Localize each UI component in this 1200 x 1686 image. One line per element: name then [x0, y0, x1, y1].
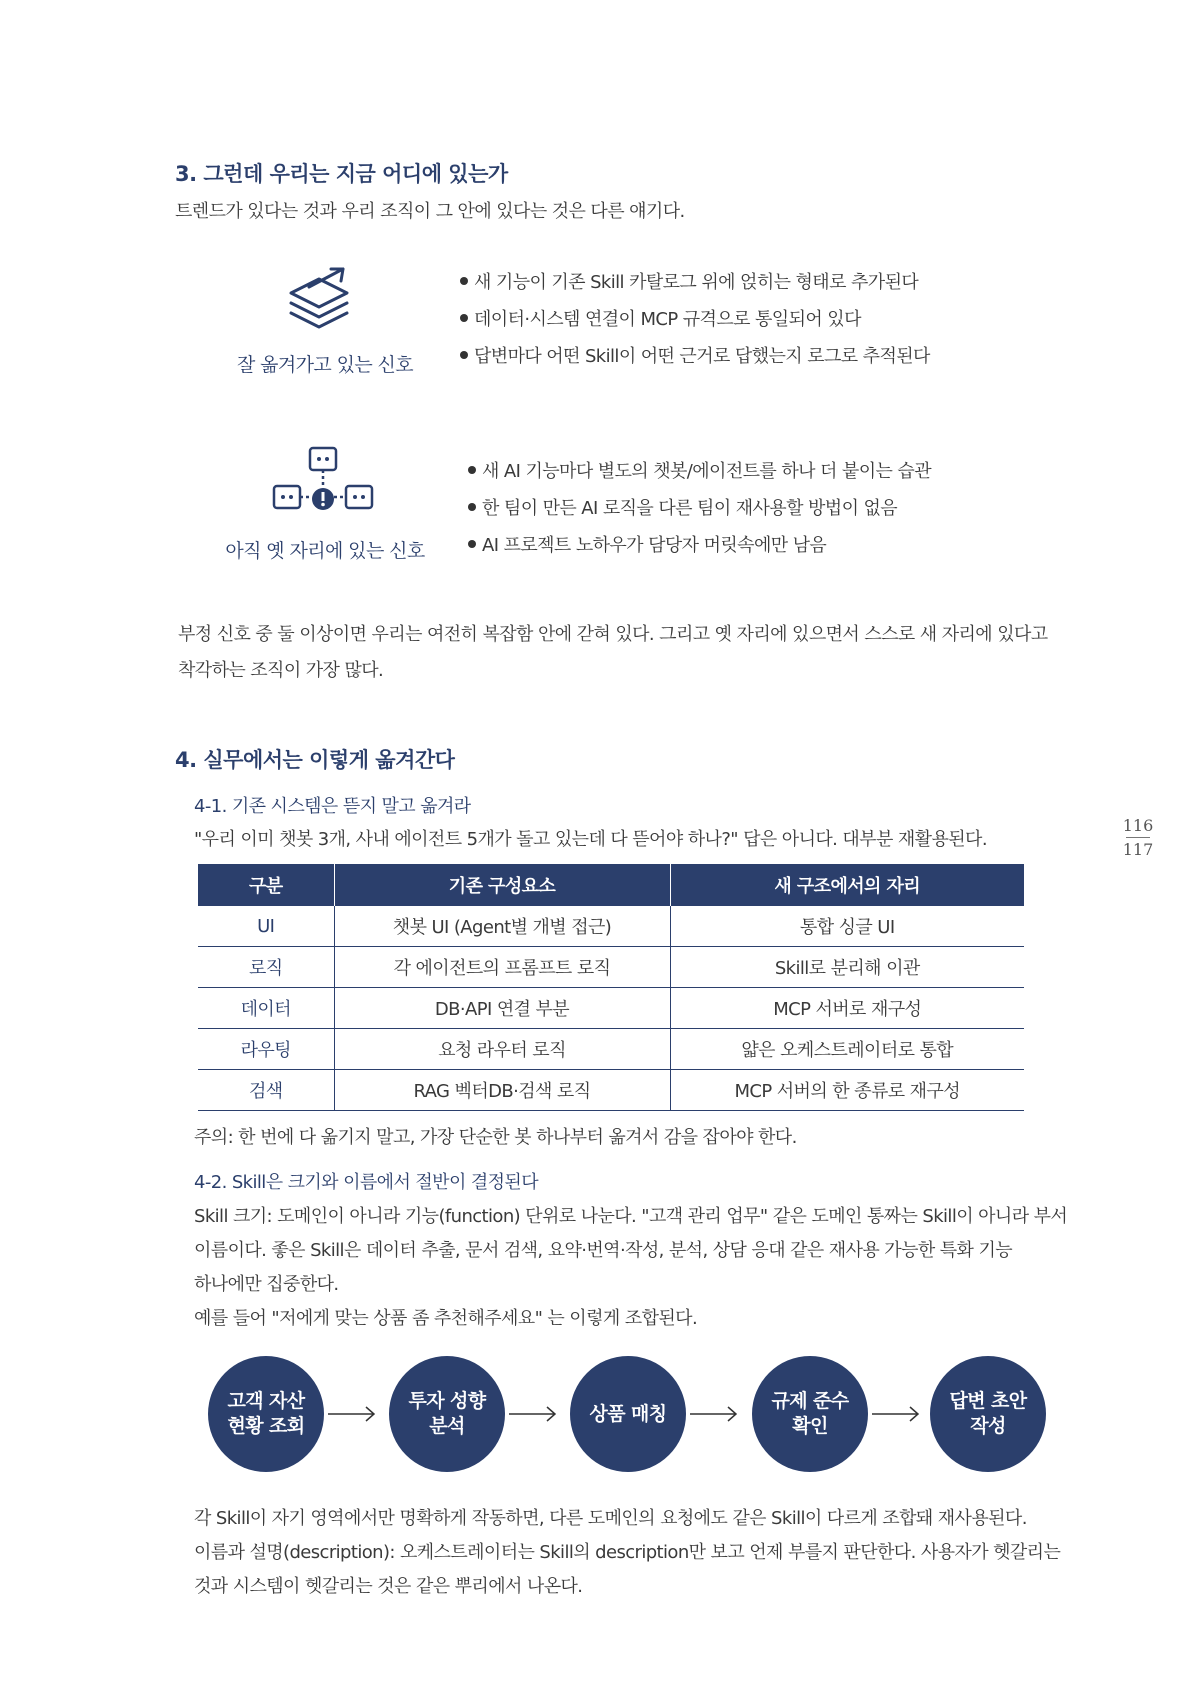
- bullet-icon: [460, 351, 468, 359]
- subsection-4-1-title: 4-1. 기존 시스템은 뜯지 말고 옮겨라: [194, 796, 471, 817]
- table-header-cell: 구분: [198, 864, 334, 906]
- arrow-right-icon: [326, 1404, 378, 1424]
- flow-step: 상품 매칭: [570, 1356, 686, 1472]
- bullet-icon: [468, 466, 476, 474]
- flow-step: 고객 자산 현황 조회: [208, 1356, 324, 1472]
- table-cell: RAG 벡터DB·검색 로직: [334, 1070, 670, 1111]
- subsection-4-2-para-2: 예를 들어 "저에게 맞는 상품 좀 추천해주세요" 는 이렇게 조합된다.: [194, 1308, 698, 1329]
- table-cell: MCP 서버로 재구성: [670, 988, 1024, 1029]
- table-header-row: [198, 864, 1024, 906]
- table-row: [198, 906, 1024, 947]
- arrow-right-icon: [507, 1404, 559, 1424]
- page-number-left: 116: [1122, 816, 1154, 835]
- table-header-cell: 기존 구성요소: [334, 864, 670, 906]
- table-header-cell: 새 구조에서의 자리: [670, 864, 1024, 906]
- section-3-intro: 트렌드가 있다는 것과 우리 조직이 그 안에 있다는 것은 다른 얘기다.: [175, 201, 685, 222]
- list-item: 새 AI 기능마다 별도의 챗봇/에이전트를 하나 더 붙이는 습관: [468, 453, 931, 490]
- table-cell: 라우팅: [198, 1029, 334, 1070]
- section-3-heading: 3. 그런데 우리는 지금 어디에 있는가: [175, 162, 508, 186]
- list-item: 한 팀이 만든 AI 로직을 다른 팀이 재사용할 방법이 없음: [468, 490, 931, 527]
- subsection-4-2-para-3: 각 Skill이 자기 영역에서만 명확하게 작동하면, 다른 도메인의 요청에도 같은 Skill이 다르게 조합돼 재사용된다.: [194, 1508, 1027, 1529]
- list-item: 답변마다 어떤 Skill이 어떤 근거로 답했는지 로그로 추적된다: [460, 338, 930, 375]
- list-item: AI 프로젝트 노하우가 담당자 머릿속에만 남음: [468, 527, 931, 564]
- table-cell: 챗봇 UI (Agent별 개별 접근): [334, 906, 670, 947]
- table-cell: 로직: [198, 947, 334, 988]
- page-numbers: [1118, 816, 1158, 859]
- subsection-4-2-para-1-line-3: 하나에만 집중한다.: [194, 1274, 339, 1295]
- subsection-4-2-para-1-line-1: Skill 크기: 도메인이 아니라 기능(function) 단위로 나눈다. "고객 관리 업무" 같은 도메인 통짜는 Skill이 아니라 부서: [194, 1206, 1068, 1227]
- bullet-icon: [460, 277, 468, 285]
- table-row: [198, 988, 1024, 1029]
- flow-step: 답변 초안 작성: [930, 1356, 1046, 1472]
- table-cell: 검색: [198, 1070, 334, 1111]
- arrow-right-icon: [870, 1404, 922, 1424]
- table-row: [198, 1070, 1024, 1111]
- bad-signal-label: 아직 옛 자리에 있는 신호: [225, 540, 425, 562]
- list-item: 데이터·시스템 연결이 MCP 규격으로 통일되어 있다: [460, 301, 930, 338]
- good-signal-list: [460, 264, 930, 375]
- subsection-4-2-title: 4-2. Skill은 크기와 이름에서 절반이 결정된다: [194, 1172, 539, 1193]
- table-cell: 데이터: [198, 988, 334, 1029]
- subsection-4-2-para-4-line-2: 것과 시스템이 헷갈리는 것은 같은 뿌리에서 나온다.: [194, 1576, 583, 1597]
- subsection-4-2-para-4-line-1: 이름과 설명(description): 오케스트레이터는 Skill의 description만 보고 언제 부를지 판단한다. 사용자가 헷갈리는: [194, 1542, 1061, 1563]
- bullet-icon: [468, 503, 476, 511]
- bullet-icon: [460, 314, 468, 322]
- section-3-conclusion-line-2: 착각하는 조직이 가장 많다.: [178, 660, 384, 681]
- subsection-4-1-intro: "우리 이미 챗봇 3개, 사내 에이전트 5개가 돌고 있는데 다 뜯어야 하나?" 답은 아니다. 대부분 재활용된다.: [194, 829, 987, 850]
- disconnected-bots-icon: [270, 446, 378, 514]
- table-cell: 각 에이전트의 프롬프트 로직: [334, 947, 670, 988]
- bad-signal-list: [468, 453, 931, 564]
- table-cell: DB·API 연결 부분: [334, 988, 670, 1029]
- page-number-divider: [1126, 837, 1150, 838]
- table-cell: 통합 싱글 UI: [670, 906, 1024, 947]
- arrow-right-icon: [688, 1404, 740, 1424]
- flow-step: 투자 성향 분석: [389, 1356, 505, 1472]
- list-item: 새 기능이 기존 Skill 카탈로그 위에 얹히는 형태로 추가된다: [460, 264, 930, 301]
- layers-arrow-icon: [285, 265, 365, 337]
- page-number-right: 117: [1122, 840, 1154, 859]
- table-cell: 요청 라우터 로직: [334, 1029, 670, 1070]
- table-cell: Skill로 분리해 이관: [670, 947, 1024, 988]
- table-cell: UI: [198, 906, 334, 947]
- subsection-4-1-note: 주의: 한 번에 다 옮기지 말고, 가장 단순한 봇 하나부터 옮겨서 감을 잡아야 한다.: [194, 1127, 797, 1148]
- table-cell: 얇은 오케스트레이터로 통합: [670, 1029, 1024, 1070]
- migration-table: [198, 864, 1024, 1111]
- table-row: [198, 947, 1024, 988]
- section-3-conclusion-line-1: 부정 신호 중 둘 이상이면 우리는 여전히 복잡함 안에 갇혀 있다. 그리고 옛 자리에 있으면서 스스로 새 자리에 있다고: [178, 624, 1048, 645]
- table-cell: MCP 서버의 한 종류로 재구성: [670, 1070, 1024, 1111]
- bullet-icon: [468, 540, 476, 548]
- table-row: [198, 1029, 1024, 1070]
- section-4-heading: 4. 실무에서는 이렇게 옮겨간다: [175, 748, 455, 772]
- good-signal-label: 잘 옮겨가고 있는 신호: [236, 354, 414, 376]
- flow-step: 규제 준수 확인: [752, 1356, 868, 1472]
- subsection-4-2-para-1-line-2: 이름이다. 좋은 Skill은 데이터 추출, 문서 검색, 요약·번역·작성, 분석, 상담 응대 같은 재사용 가능한 특화 기능: [194, 1240, 1013, 1261]
